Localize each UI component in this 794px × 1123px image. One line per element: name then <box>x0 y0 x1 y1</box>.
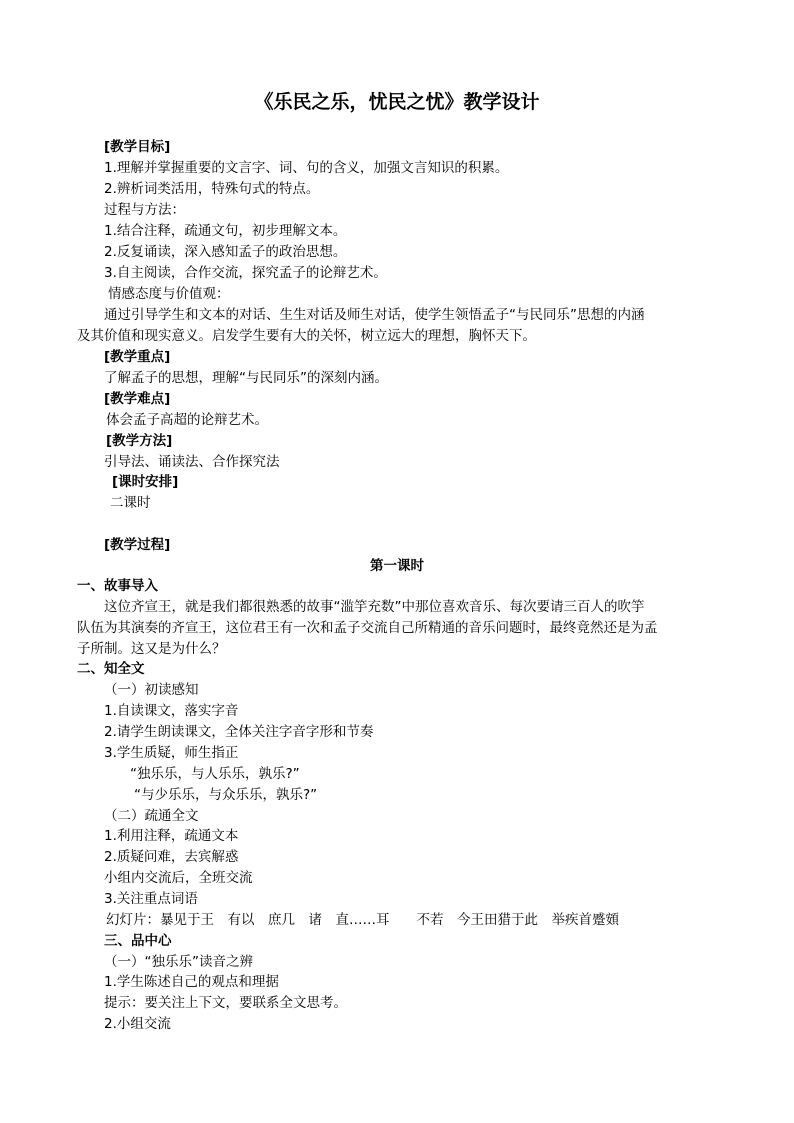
section-2-item-6: 小组内交流后，全班交流 <box>104 870 253 886</box>
section-3-item-2: 2.小组交流 <box>104 1016 171 1032</box>
section-2-sub-1: （一）初读感知 <box>104 682 199 698</box>
teaching-difficulty-heading: [教学难点] <box>104 391 171 407</box>
page-title: 《乐民之乐，忧民之忧》教学设计 <box>254 91 540 113</box>
method-2: 2.反复诵读，深入感知孟子的政治思想。 <box>104 244 347 260</box>
section-3-item-1: 1.学生陈述自己的观点和理据 <box>104 974 279 990</box>
method-1: 1.结合注释，疏通文句，初步理解文本。 <box>104 223 347 239</box>
emotion-line-1: 通过引导学生和文本的对话、生生对话及师生对话，使学生领悟孟子“与民同乐”思想的内涵 <box>104 307 645 323</box>
quote-1: “独乐乐，与人乐乐，孰乐?” <box>130 766 300 782</box>
teaching-method-heading: [教学方法] <box>106 433 173 449</box>
lesson-one-heading: 第一课时 <box>370 558 424 574</box>
emotion-line-2: 及其价值和现实意义。启发学生要有大的关怀，树立远大的理想，胸怀天下。 <box>77 328 536 344</box>
section-2-item-1: 1.自读课文，落实字音 <box>104 703 239 719</box>
section-2-item-2: 2.请学生朗读课文，全体关注字音字形和节奏 <box>104 724 374 740</box>
teaching-focus-heading: [教学重点] <box>104 349 171 365</box>
section-2-item-7: 3.关注重点词语 <box>104 891 198 907</box>
goal-2: 2.辨析词类活用，特殊句式的特点。 <box>104 181 320 197</box>
process-method-label: 过程与方法： <box>104 202 185 218</box>
emotion-label: 情感态度与价值观： <box>108 286 230 302</box>
quote-2: “与少乐乐，与众乐乐，孰乐?” <box>134 787 318 803</box>
teaching-goals-heading: [教学目标] <box>104 139 171 155</box>
method-3: 3.自主阅读，合作交流，探究孟子的论辩艺术。 <box>104 265 387 281</box>
teaching-difficulty-text: 体会孟子高超的论辩艺术。 <box>106 412 268 428</box>
schedule-text: 二课时 <box>110 495 151 511</box>
schedule-heading: [课时安排] <box>112 474 179 490</box>
section-1-title: 一、故事导入 <box>77 578 158 594</box>
section-3-sub-1: （一）“独乐乐”读音之辨 <box>104 954 253 970</box>
teaching-focus-text: 了解孟子的思想，理解“与民同乐”的深刻内涵。 <box>104 370 388 386</box>
teaching-method-text: 引导法、诵读法、合作探究法 <box>104 454 280 470</box>
section-2-item-5: 2.质疑问难，去宾解惑 <box>104 849 239 865</box>
section-1-line-2: 队伍为其演奏的齐宣王，这位君王有一次和孟子交流自己所精通的音乐问题时，最终竟然还是为孟 <box>77 620 658 636</box>
section-1-line-1: 这位齐宣王，就是我们都很熟悉的故事“滥竽充数”中那位喜欢音乐、每次要请三百人的吹竽 <box>104 599 645 615</box>
teaching-process-heading: [教学过程] <box>104 537 171 553</box>
section-2-item-3: 3.学生质疑，师生指正 <box>104 745 239 761</box>
section-1-line-3: 子所制。这又是为什么？ <box>77 641 226 657</box>
section-3-title: 三、品中心 <box>104 933 172 949</box>
slide-keywords-line: 幻灯片：暴见于王 有以 庶几 诸 直……耳 不若 今王田猎于此 举疾首蹙頞 <box>106 912 619 928</box>
section-3-hint: 提示：要关注上下文，要联系全文思考。 <box>104 995 347 1011</box>
section-2-item-4: 1.利用注释，疏通文本 <box>104 828 239 844</box>
section-2-title: 二、知全文 <box>77 661 145 677</box>
section-2-sub-2: （二）疏通全文 <box>104 808 199 824</box>
goal-1: 1.理解并掌握重要的文言字、词、句的含义，加强文言知识的积累。 <box>104 160 509 176</box>
